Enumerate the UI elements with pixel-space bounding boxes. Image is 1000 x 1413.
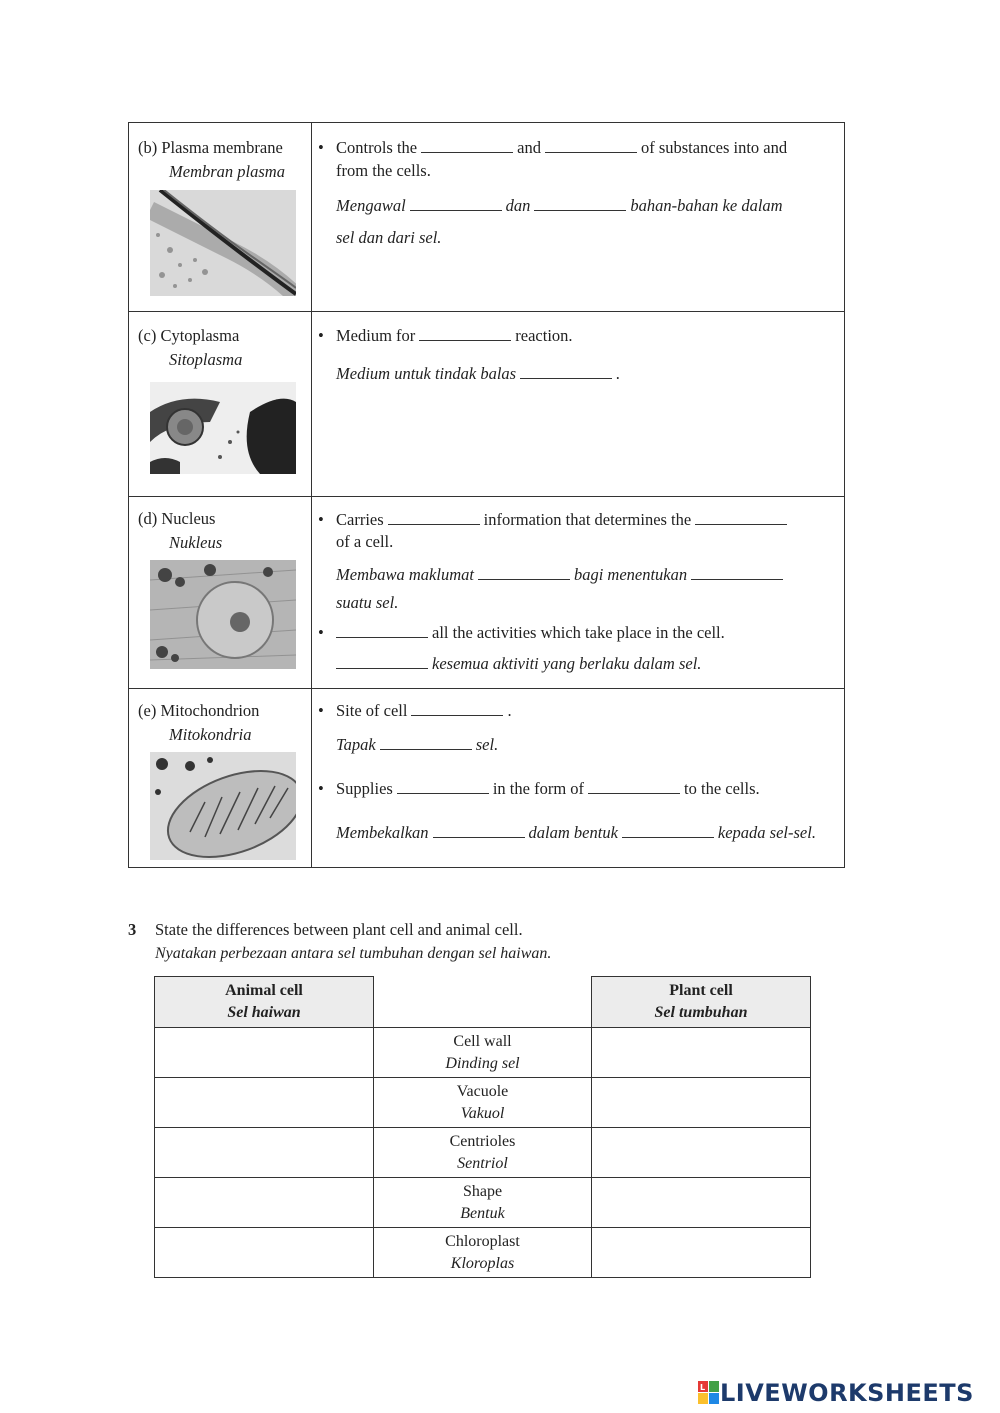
plasma-membrane-function-cont: from the cells. [336, 161, 431, 180]
plasma-membrane-function-ms: Mengawal dan bahan-bahan ke dalam [336, 196, 783, 215]
nucleus-function-ms: Membawa maklumat bagi menentukan [336, 564, 787, 586]
feature-label: Shape Bentuk [374, 1178, 592, 1228]
plant-cell-answer[interactable] [592, 1028, 811, 1078]
answer-blank[interactable] [419, 326, 511, 341]
plant-cell-answer[interactable] [592, 1078, 811, 1128]
bullet: • [318, 779, 324, 798]
cytoplasm-function: • Medium for reaction. [318, 326, 573, 345]
answer-blank[interactable] [380, 735, 472, 750]
plasma-membrane-function-ms-cont: sel dan dari sel. [336, 228, 442, 247]
answer-blank[interactable] [336, 654, 428, 669]
table-row [155, 1128, 811, 1178]
mitochondrion-function-2-ms: Membekalkan dalam bentuk kepada sel-sel. [336, 823, 816, 842]
feature-label: Centrioles Sentriol [374, 1128, 592, 1178]
answer-blank[interactable] [691, 565, 783, 580]
plasma-membrane-function: • Controls the and of substances into and [318, 138, 788, 157]
table-row [155, 1228, 811, 1278]
table-border [128, 867, 845, 868]
table-row [155, 1078, 811, 1128]
table-column-divider [311, 122, 312, 868]
answer-blank[interactable] [478, 565, 570, 580]
animal-cell-answer[interactable] [155, 1078, 374, 1128]
differences-table [154, 976, 811, 1278]
liveworksheets-logo-icon [698, 1381, 720, 1405]
nucleus-function: • Carries information that determines the [318, 509, 791, 531]
animal-cell-header: Animal cell Sel haiwan [155, 977, 374, 1028]
cytoplasm-function-ms: Medium untuk tindak balas . [336, 364, 621, 383]
question-3 [128, 918, 551, 966]
question-text: State the differences between plant cell and animal cell. [155, 920, 523, 939]
animal-cell-answer[interactable] [155, 1128, 374, 1178]
answer-blank[interactable] [336, 623, 428, 638]
organelle-name: (e) Mitochondrion Mitokondria [138, 701, 260, 744]
answer-blank[interactable] [545, 138, 637, 153]
answer-blank[interactable] [388, 510, 480, 525]
bullet: • [318, 510, 324, 529]
liveworksheets-logo[interactable] [698, 1378, 974, 1408]
answer-blank[interactable] [695, 510, 787, 525]
organelle-name: (d) Nucleus Nukleus [138, 509, 223, 552]
animal-cell-answer[interactable] [155, 1028, 374, 1078]
answer-blank[interactable] [397, 779, 489, 794]
answer-blank[interactable] [520, 364, 612, 379]
answer-blank[interactable] [622, 823, 714, 838]
empty-header-cell [374, 977, 592, 1028]
bullet: • [318, 138, 324, 157]
feature-label: Vacuole Vakuol [374, 1078, 592, 1128]
answer-blank[interactable] [410, 196, 502, 211]
plant-cell-answer[interactable] [592, 1128, 811, 1178]
answer-blank[interactable] [411, 701, 503, 716]
table-row [155, 1028, 811, 1078]
feature-label: Chloroplast Kloroplas [374, 1228, 592, 1278]
table-border [128, 122, 129, 868]
mitochondrion-function-ms: Tapak sel. [336, 735, 499, 754]
logo-mark-letter: L [700, 1383, 706, 1392]
feature-label: Cell wall Dinding sel [374, 1028, 592, 1078]
nucleus-function-2-ms: kesemua aktiviti yang berlaku dalam sel. [336, 653, 701, 675]
mitochondrion-function-2: • Supplies in the form of to the cells. [318, 779, 760, 798]
plant-cell-answer[interactable] [592, 1178, 811, 1228]
bullet: • [318, 623, 324, 642]
nucleus-micrograph [150, 560, 296, 669]
animal-cell-answer[interactable] [155, 1178, 374, 1228]
answer-blank[interactable] [588, 779, 680, 794]
nucleus-function-2: • all the activities which take place in the cell. [318, 623, 725, 642]
animal-cell-answer[interactable] [155, 1228, 374, 1278]
table-border [128, 122, 845, 123]
table-row-divider [128, 311, 845, 312]
table-row-divider [128, 496, 845, 497]
plasma-membrane-micrograph [150, 190, 296, 296]
bullet: • [318, 326, 324, 345]
nucleus-function-cont: of a cell. [336, 532, 394, 551]
answer-blank[interactable] [534, 196, 626, 211]
cytoplasm-micrograph [150, 382, 296, 474]
question-text-ms: Nyatakan perbezaan antara sel tumbuhan dengan sel haiwan. [155, 945, 552, 962]
question-number: 3 [128, 920, 137, 939]
table-header-row [155, 977, 811, 1028]
organelle-name: (b) Plasma membrane Membran plasma [138, 138, 285, 181]
organelle-name: (c) Cytoplasma Sitoplasma [138, 326, 243, 369]
plant-cell-header: Plant cell Sel tumbuhan [592, 977, 811, 1028]
plant-cell-answer[interactable] [592, 1228, 811, 1278]
nucleus-function-ms-cont: suatu sel. [336, 593, 399, 612]
table-row [155, 1178, 811, 1228]
bullet: • [318, 701, 324, 720]
mitochondrion-micrograph [150, 752, 296, 860]
answer-blank[interactable] [433, 823, 525, 838]
table-row-divider [128, 688, 845, 689]
mitochondrion-function: • Site of cell . [318, 701, 512, 720]
table-border [844, 122, 845, 868]
answer-blank[interactable] [421, 138, 513, 153]
logo-text: LIVEWORKSHEETS [720, 1379, 974, 1407]
organelle-table [128, 122, 845, 868]
